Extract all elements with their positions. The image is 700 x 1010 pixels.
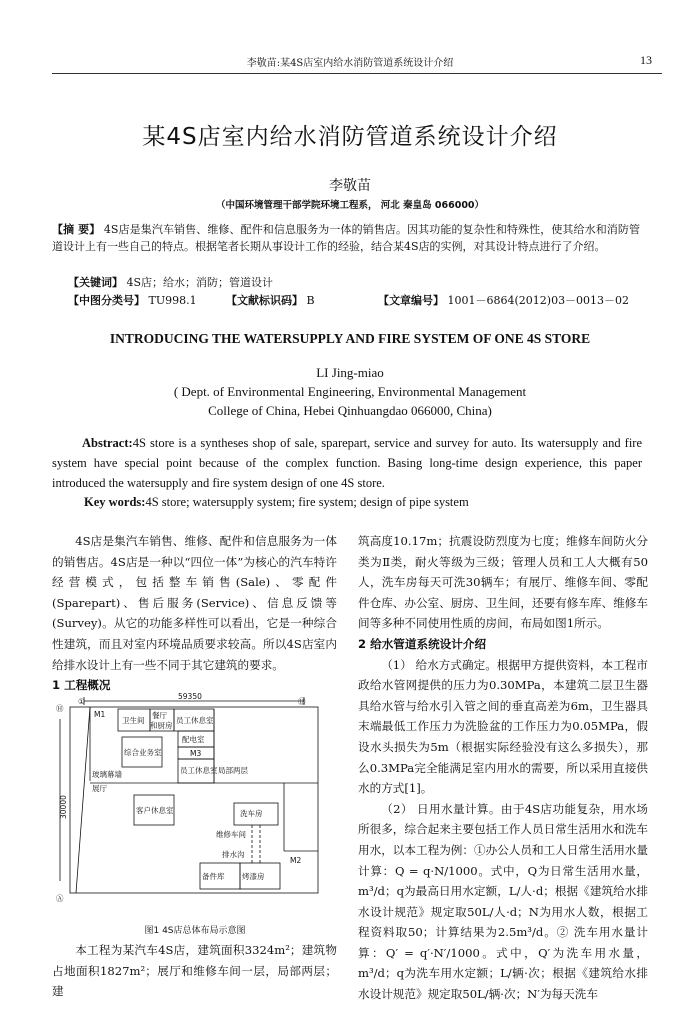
keywords-row	[68, 274, 273, 290]
label-glass-curtain-wall: 玻璃幕墙	[92, 770, 122, 779]
label-parts-store: 备件库	[202, 872, 225, 881]
english-abstract-text: 4S store is a syntheses shop of sale, sparepart, service and survey for auto. Its watersupply and fire system have special point because of the complex function. Basing long-time design experience, this paper introduced the watersupply and fire system design of one 4S store.	[52, 436, 642, 490]
dimension-side: 30000	[59, 795, 68, 819]
abstract-text: 4S店是集汽车销售、维修、配件和信息服务为一体的销售店。因其功能的复杂性和特殊性，使其给水和消防管道设计上有一些自己的特点。根据笔者长期从事设计工作的经验，结合某4S店的实例，对其设计特点进行了介绍。	[52, 223, 640, 253]
clc-label: 【中图分类号】	[68, 294, 145, 307]
section-1-heading: 1 工程概况	[52, 678, 111, 693]
english-affiliation-line2: College of China, Hebei Qinhuangdao 066000, China)	[208, 403, 492, 418]
right-paragraph-3: （2） 日用水量计算。由于4S店功能复杂，用水场所很多，综合起来主要包括工作人员日常生活用水和洗车用水，以本工程为例：①办公人员和工人日常生活用水量计算：Q = q·N/1000。式中，Q为日常生活用水量，m³/d；q为最高日用水定额，L/人·d；根据《建筑给水排水设计规范》规定取50L/人·d；N为用水人数，根据工程资料取50；计算结果为2.5m³/d。② 洗车用水量计算：Q′ = q′·N′/1000。式中，Q′为洗车用水量，m³/d；q为洗车用水定额；L/辆·次；根据《建筑给水排水设计规范》规定取50L/辆·次；N′为每天洗车	[358, 801, 648, 1002]
project-paragraph: 本工程为某汽车4S店，建筑面积3324m²；建筑物占地面积1827m²；展厅和维修车间一层，局部两层；建	[52, 943, 337, 999]
label-paint-room: 烤漆房	[242, 872, 265, 881]
article-affiliation: （中国环境管理干部学院环境工程系， 河北 秦皇岛 066000）	[215, 200, 485, 211]
label-staff-lounge-1: 员工休息室	[176, 716, 214, 725]
label-showroom: 展厅	[92, 784, 107, 793]
label-m3: M3	[190, 749, 202, 758]
english-author: LI Jing-miao	[316, 365, 384, 380]
label-m2: M2	[290, 856, 302, 865]
label-kitchen: 和厨房	[150, 721, 173, 730]
article-no-group	[378, 292, 629, 308]
right-paragraph-1: 筑高度10.17m；抗震设防烈度为七度；维修车间防火分类为Ⅱ类，耐火等级为三级；管理人员和工人大概有50人，洗车房每天可洗30辆车；有展厅、维修车间、零配件仓库、办公室、厨房、卫生间，还要有修车库、维修车间等多种不同使用性质的房间，布局如图1所示。	[358, 534, 648, 631]
doc-code-value: B	[306, 294, 315, 307]
header-rule	[52, 73, 662, 74]
clc-group	[68, 292, 197, 308]
intro-paragraph: 4S店是集汽车销售、维修、配件和信息服务为一体的销售店。4S店是一种以“四位一体”为核心的汽车特许经营模式，包括整车销售(Sale)、零配件(Sparepart)、售后服务(Service)、信息反馈等(Survey)。从它的功能多样性可以看出，它是一种综合性建筑，而且对室内环境品质要求较高。所以4S店室内给排水设计上有一些不同于其它建筑的要求。	[52, 534, 337, 672]
clc-value: TU998.1	[148, 294, 197, 307]
keywords-text: 4S店；给水；消防；管道设计	[126, 276, 274, 289]
article-author: 李敬苗	[329, 178, 371, 194]
english-abstract-label: Abstract:	[82, 436, 133, 450]
article-title: 某4S店室内给水消防管道系统设计介绍	[142, 124, 558, 150]
label-distribution-room: 配电室	[182, 735, 205, 744]
dimension-top: 59350	[178, 692, 202, 701]
english-keywords-text: 4S store; watersupply system; fire system; design of pipe system	[145, 495, 469, 509]
label-repair-workshop: 维修车间	[216, 830, 246, 839]
axis-A: Ⓐ	[56, 894, 64, 903]
english-keywords	[84, 495, 469, 510]
label-restaurant: 餐厅	[152, 711, 167, 720]
abstract-label: 【摘 要】	[52, 223, 101, 236]
left-column-upper	[52, 531, 337, 696]
article-no-value: 1001－6864(2012)03－0013－02	[447, 294, 630, 307]
running-title: 李敬苗:某4S店室内给水消防管道系统设计介绍	[246, 58, 454, 69]
section-2-heading: 2 给水管道系统设计介绍	[358, 636, 487, 651]
chinese-abstract	[52, 221, 640, 255]
english-title: INTRODUCING THE WATERSUPPLY AND FIRE SYSTEM OF ONE 4S STORE	[109, 331, 591, 346]
layout-figure	[54, 691, 334, 907]
article-no-label: 【文章编号】	[378, 294, 444, 307]
right-paragraph-2: （1） 给水方式确定。根据甲方提供资料，本工程市政给水管网提供的压力为0.30MPa，本建筑二层卫生器具给水管与给水引入管之间的垂直高差为6m，卫生器具末端最低工作压力为洗脸盆的工作压力为0.05MPa，假设水头损失为5m（根据实际经验没有这么多损失），那么0.3MPa完全能满足室内用水的需要，所以采用直接供水的方式[1]。	[358, 657, 648, 796]
doc-code-group	[226, 292, 315, 308]
glass-curtain-wall-line	[76, 707, 90, 893]
keywords-label: 【关键词】	[68, 276, 123, 289]
label-staff-lounge-2: 员工休息室	[180, 766, 218, 775]
axis-H: Ⓗ	[56, 704, 64, 713]
english-keywords-label: Key words:	[84, 495, 146, 509]
label-customer-lounge: 客户休息室	[136, 806, 174, 815]
english-abstract	[52, 433, 642, 493]
label-m1: M1	[94, 710, 106, 719]
figure-caption: 图1 4S店总体布局示意图	[144, 926, 246, 936]
axis-1: ①	[78, 697, 85, 706]
left-column-lower	[52, 940, 337, 1002]
right-column	[358, 531, 648, 1005]
english-affiliation-line1: ( Dept. of Environmental Engineering, Environmental Management	[173, 384, 527, 399]
label-drainage-ditch: 排水沟	[222, 850, 245, 859]
label-washroom: 卫生间	[122, 716, 145, 725]
page-number: 13	[640, 53, 652, 67]
doc-code-label: 【文献标识码】	[226, 294, 303, 307]
label-partial-two-floors: 局部两层	[218, 766, 248, 775]
axis-12: ⑫	[298, 697, 306, 706]
label-car-wash: 洗车房	[240, 809, 263, 818]
label-general-office: 综合业务室	[124, 748, 162, 757]
